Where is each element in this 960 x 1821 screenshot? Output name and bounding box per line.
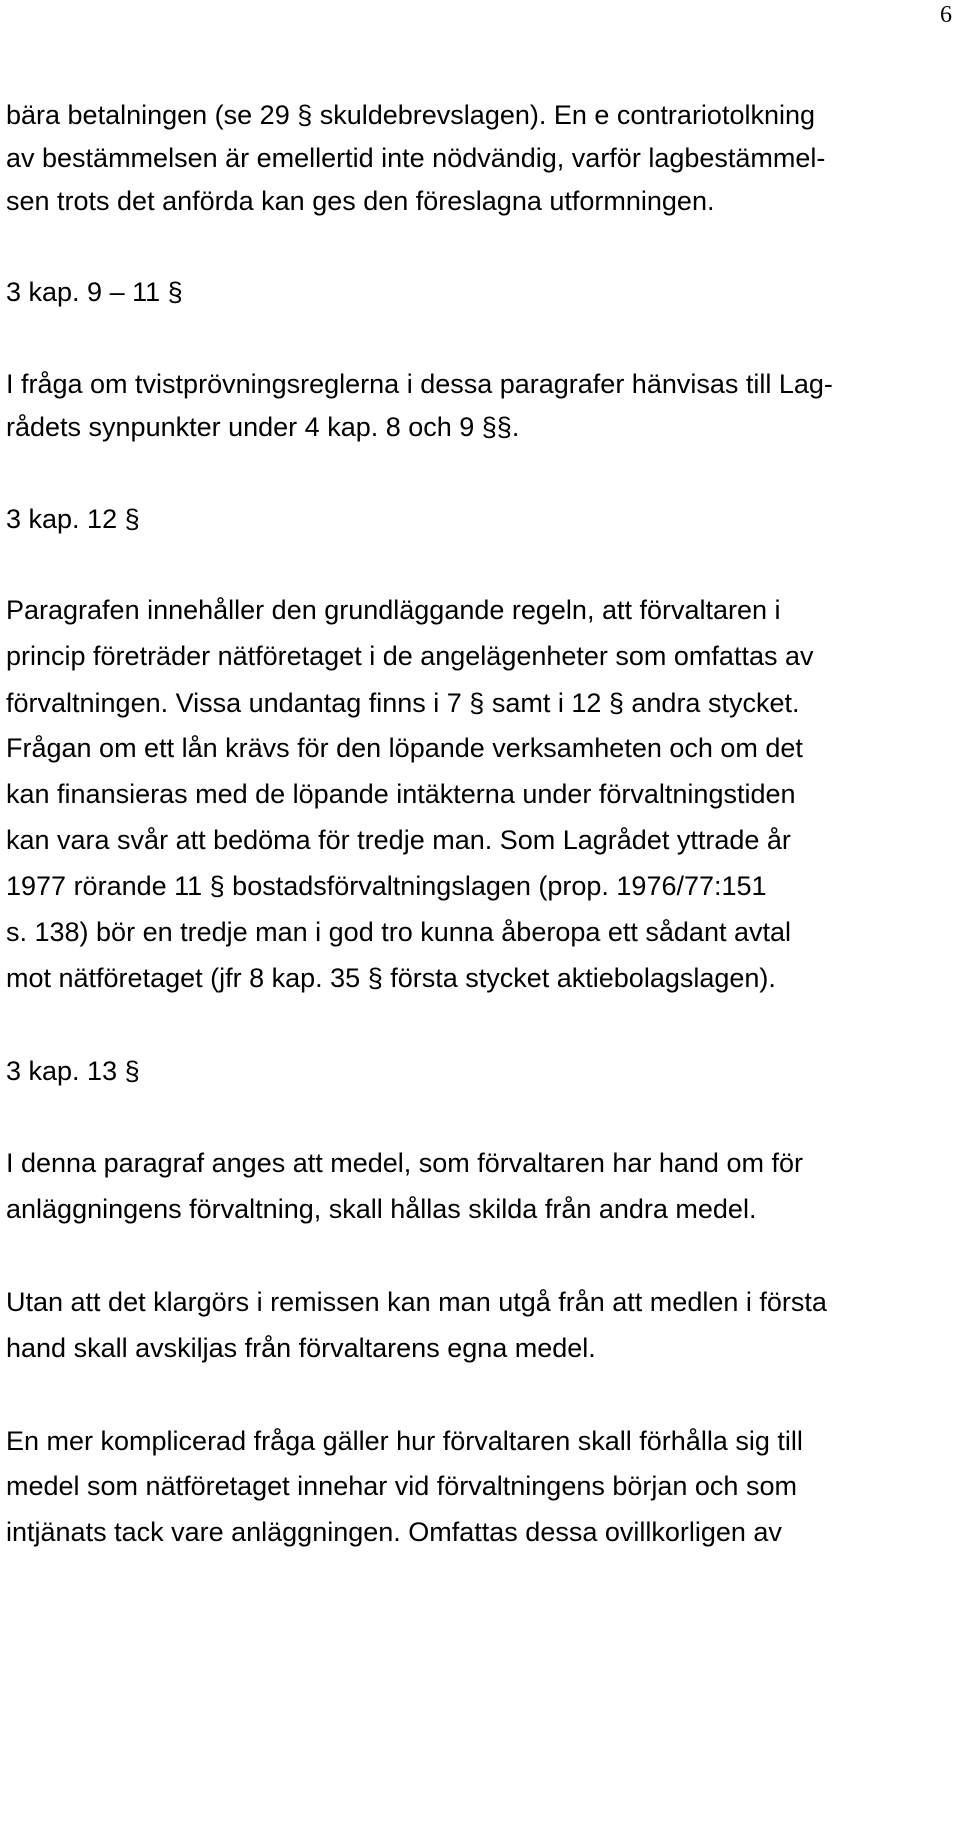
text-line: hand skall avskiljas från förvaltarens egna medel. (6, 1333, 596, 1363)
text-line: Utan att det klargörs i remissen kan man utgå från att medlen i första (6, 1287, 827, 1317)
section-heading: 3 kap. 12 § (6, 504, 140, 534)
text-line: princip företräder nätföretaget i de angelägenheter som omfattas av (6, 641, 814, 671)
page-number: 6 (940, 2, 952, 28)
text-line: Paragrafen innehåller den grundläggande regeln, att förvaltaren i (6, 595, 781, 625)
text-line: bära betalningen (se 29 § skuldebrevslagen). En e contrariotolkning (6, 100, 816, 130)
text-line: kan vara svår att bedöma för tredje man. Som Lagrådet yttrade år (6, 825, 791, 855)
text-line: medel som nätföretaget innehar vid förvaltningens början och som (6, 1471, 797, 1501)
text-line: 1977 rörande 11 § bostadsförvaltningslagen (prop. 1976/77:151 (6, 871, 767, 901)
text-line: mot nätföretaget (jfr 8 kap. 35 § första stycket aktiebolagslagen). (6, 963, 776, 993)
text-line: s. 138) bör en tredje man i god tro kunna åberopa ett sådant avtal (6, 917, 792, 947)
text-line: intjänats tack vare anläggningen. Omfattas dessa ovillkorligen av (6, 1517, 782, 1547)
text-line: I denna paragraf anges att medel, som förvaltaren har hand om för (6, 1148, 803, 1178)
text-line: Frågan om ett lån krävs för den löpande verksamheten och om det (6, 733, 803, 763)
text-line: anläggningens förvaltning, skall hållas skilda från andra medel. (6, 1194, 757, 1224)
section-heading: 3 kap. 13 § (6, 1056, 140, 1086)
text-line: sen trots det anförda kan ges den föreslagna utformningen. (6, 186, 715, 216)
text-line: kan finansieras med de löpande intäkterna under förvaltningstiden (6, 779, 796, 809)
text-line: I fråga om tvistprövningsreglerna i dessa paragrafer hänvisas till Lag- (6, 369, 833, 399)
text-line: En mer komplicerad fråga gäller hur förvaltaren skall förhålla sig till (6, 1426, 803, 1456)
text-line: rådets synpunkter under 4 kap. 8 och 9 §§. (6, 412, 520, 442)
text-line: förvaltningen. Vissa undantag finns i 7 § samt i 12 § andra stycket. (6, 688, 800, 718)
text-line: av bestämmelsen är emellertid inte nödvändig, varför lagbestämmel- (6, 143, 826, 173)
section-heading: 3 kap. 9 – 11 § (6, 277, 183, 307)
